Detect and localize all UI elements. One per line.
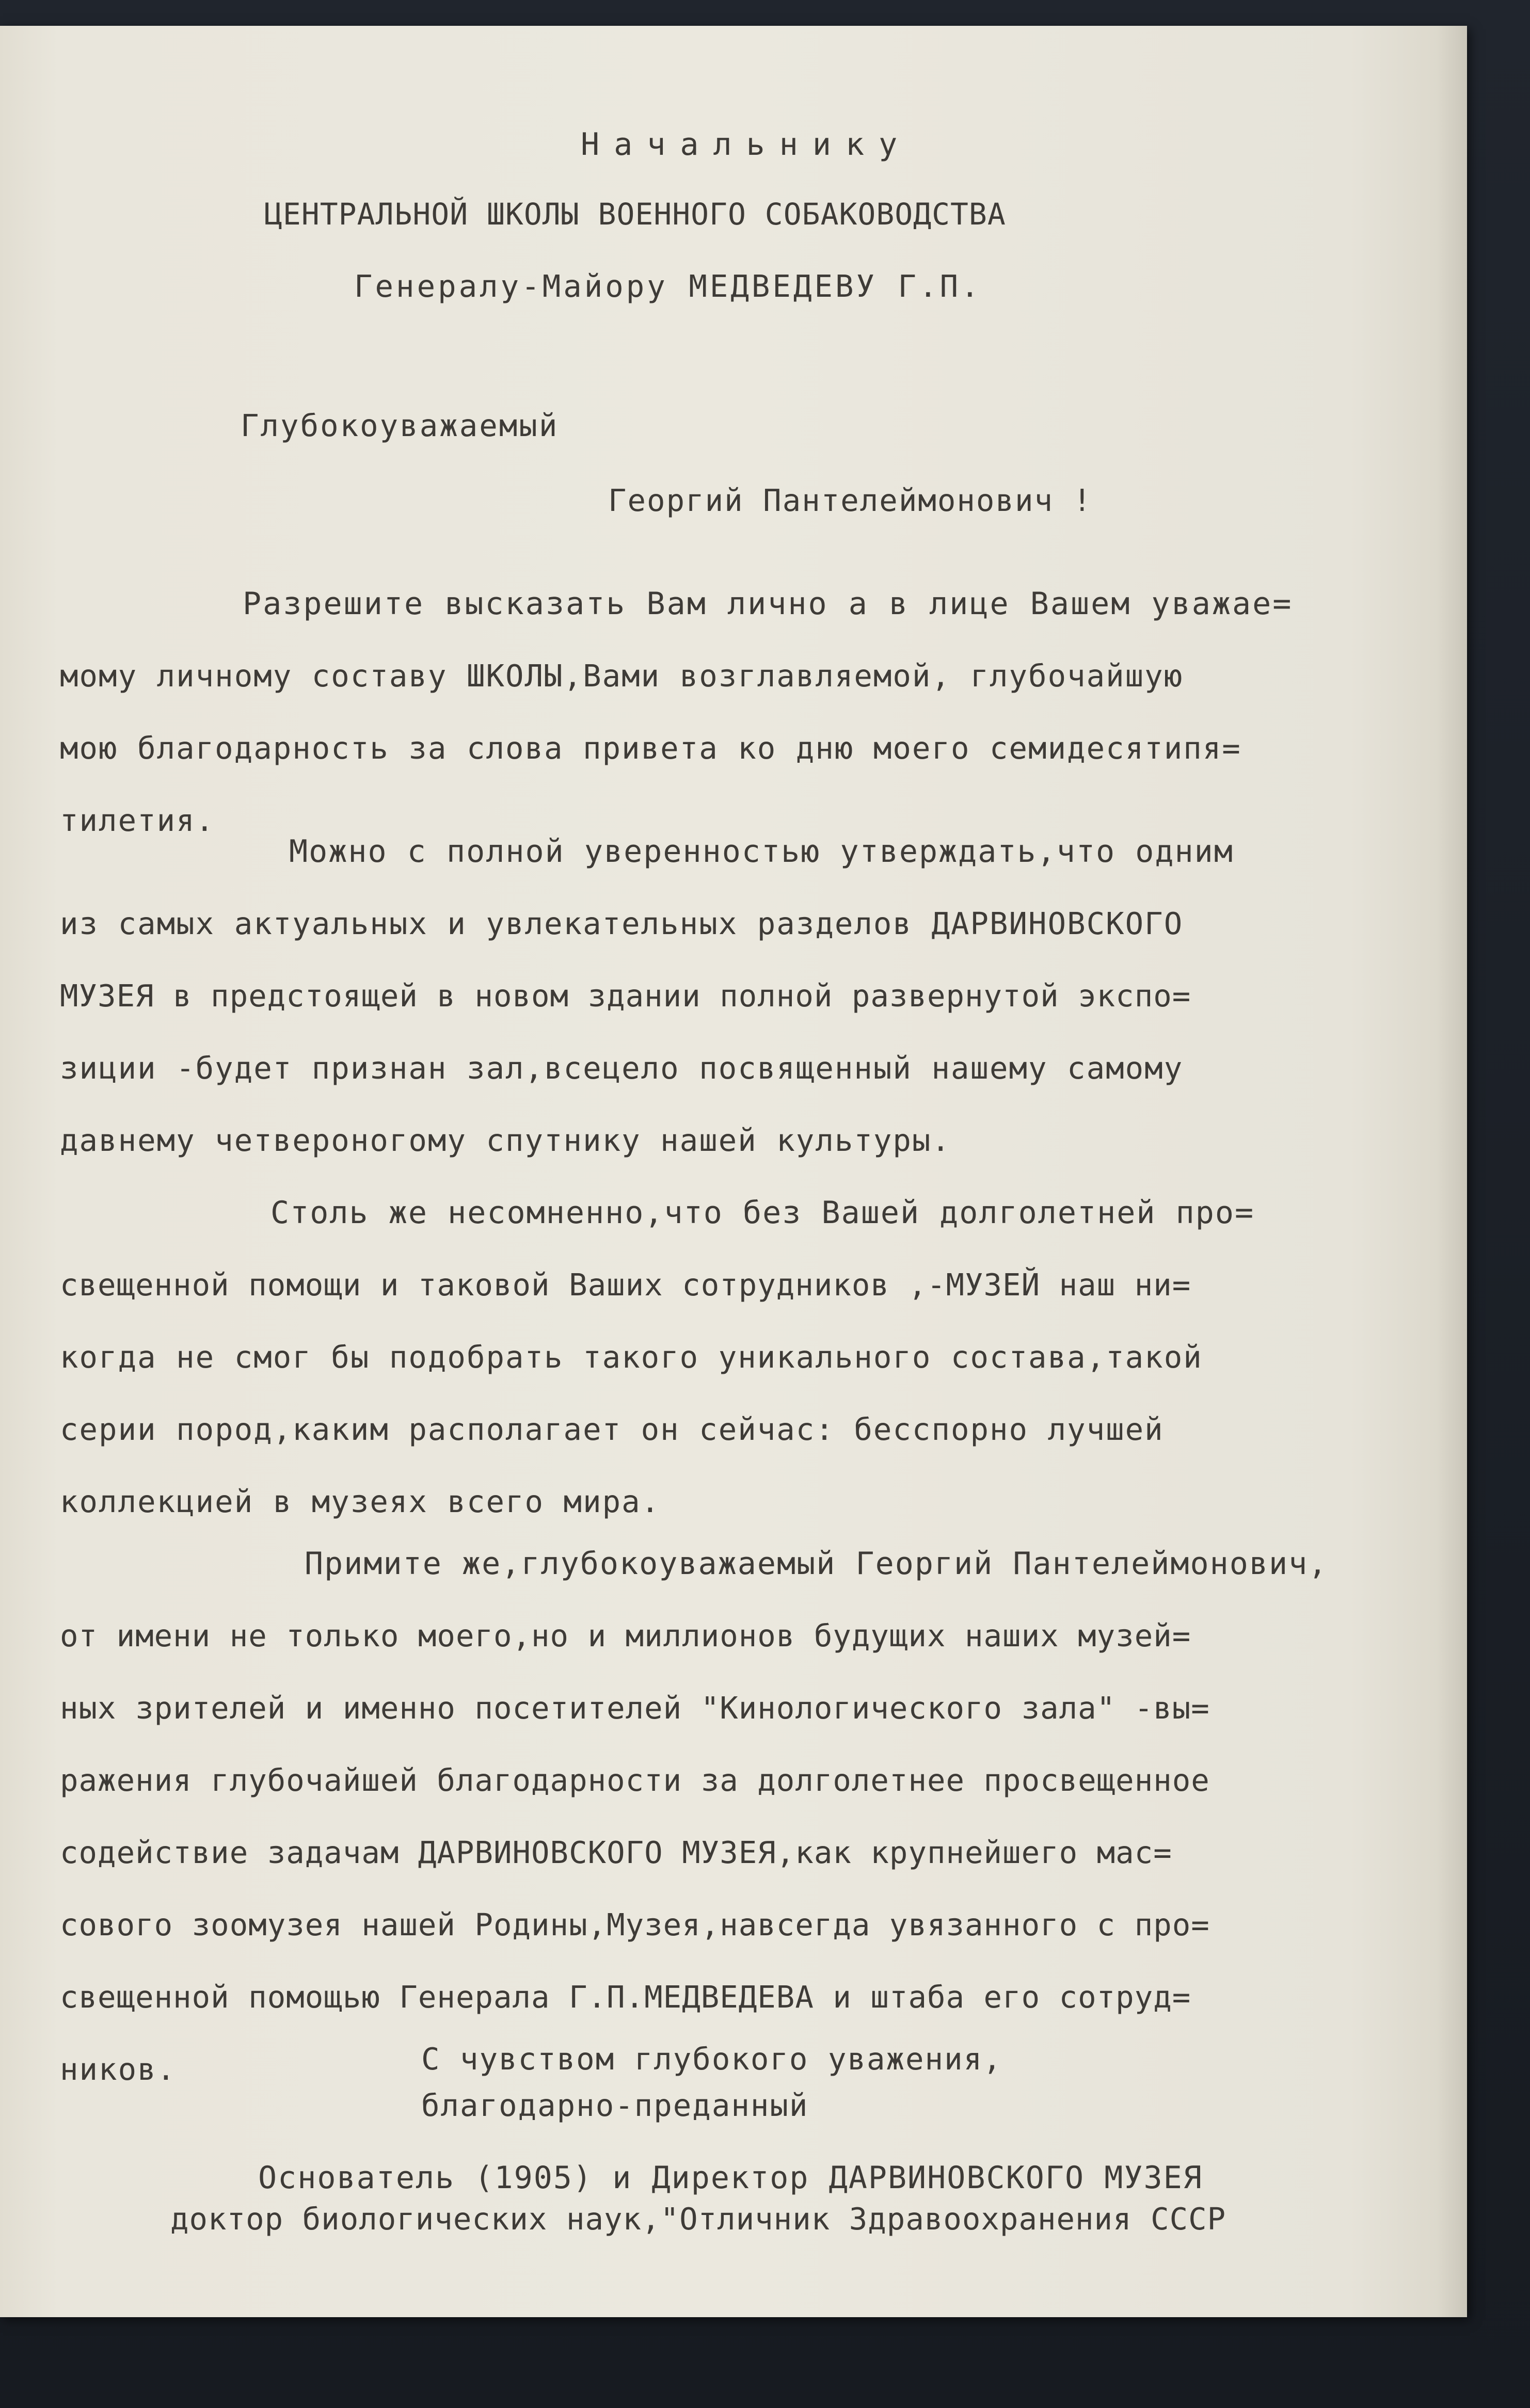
letter-page [0,26,1467,2317]
body-line: Столь же несомненно,что без Вашей долголетней про= [270,1195,1255,1231]
body-line: зиции -будет признан зал,всецело посвященный нашему самому [60,1050,1184,1086]
closing-line: благодарно-преданный [421,2088,809,2123]
body-line: коллекцией в музеях всего мира. [60,1484,661,1519]
body-line: содействие задачам ДАРВИНОВСКОГО МУЗЕЯ,как крупнейшего мас= [60,1835,1172,1870]
signature-title: Основатель (1905) и Директор ДАРВИНОВСКОГО МУЗЕЯ [258,2160,1203,2196]
body-line: тилетия. [60,802,215,838]
body-line: мому личному составу ШКОЛЫ,Вами возглавляемой, глубочайшую [60,658,1184,694]
signature-credentials: доктор биологических наук,"Отличник Здравоохранения СССР [170,2201,1226,2237]
body-line: свещенной помощи и таковой Ваших сотрудников ,-МУЗЕЙ наш ни= [60,1267,1191,1303]
body-line: от имени не только моего,но и миллионов будущих наших музей= [60,1618,1191,1654]
header-recipient: Генералу-Майору МЕДВЕДЕВУ Г.П. [354,268,982,304]
body-line: мою благодарность за слова привета ко дню моего семидесятипя= [60,730,1241,766]
closing-line: С чувством глубокого уважения, [421,2041,1002,2077]
body-line: ников. [60,2051,177,2087]
body-line: серии пород,каким располагает он сейчас: бесспорно лучшей [60,1411,1164,1447]
body-line: МУЗЕЯ в предстоящей в новом здании полной развернутой экспо= [60,978,1191,1014]
body-line: давнему четвероногому спутнику нашей культуры. [60,1122,951,1158]
header-institution: ЦЕНТРАЛЬНОЙ ШКОЛЫ ВОЕННОГО СОБАКОВОДСТВА [264,197,1006,232]
body-line: свещенной помощью Генерала Г.П.МЕДВЕДЕВА и штаба его сотруд= [60,1979,1191,2015]
body-line: Разрешите высказать Вам лично а в лице Вашем уважае= [243,586,1293,622]
salutation-adjective: Глубокоуважаемый [241,408,559,443]
header-addressee-title: Начальнику [581,126,912,163]
body-line: Примите же,глубокоуважаемый Георгий Пантелеймонович, [305,1546,1328,1582]
body-line: ражения глубочайшей благодарности за долголетнее просвещенное [60,1762,1210,1798]
body-line: ных зрителей и именно посетителей "Кинологического зала" -вы= [60,1690,1210,1726]
body-line: сового зоомузея нашей Родины,Музея,навсегда увязанного с про= [60,1907,1210,1943]
body-line: Можно с полной уверенностью утверждать,что одним [289,833,1234,870]
body-line: когда не смог бы подобрать такого уникального состава,такой [60,1339,1203,1375]
salutation-name: Георгий Пантелеймонович ! [608,483,1093,518]
body-line: из самых актуальных и увлекательных разделов ДАРВИНОВСКОГО [60,906,1184,941]
